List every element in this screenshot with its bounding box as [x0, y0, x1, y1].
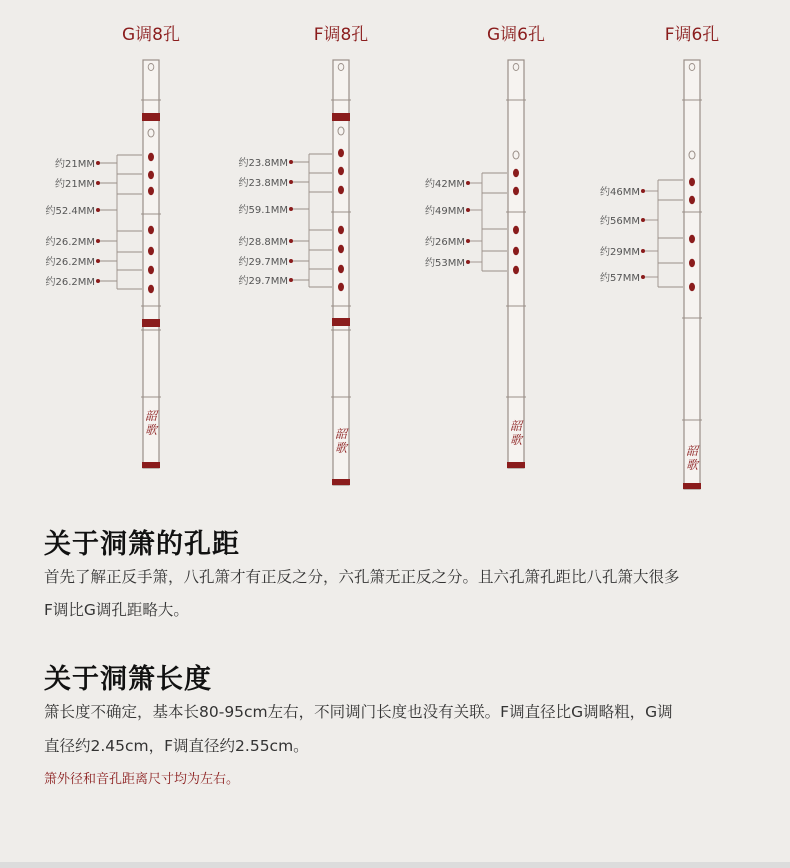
section-heading-hole-spacing: 关于洞箫的孔距 — [44, 529, 240, 560]
finger-hole — [338, 265, 344, 273]
hole-distance-label: 约59.1MM — [238, 205, 288, 216]
flute-body — [684, 60, 700, 489]
hole-distance-label: 约29MM — [600, 247, 640, 258]
hole-distance-label: 约57MM — [600, 273, 640, 284]
label-dot — [96, 181, 100, 185]
signature-char: 歌 — [144, 423, 158, 437]
label-dot — [641, 249, 645, 253]
finger-hole — [689, 178, 695, 186]
finger-hole — [513, 226, 519, 234]
label-dot — [641, 218, 645, 222]
finger-hole — [689, 235, 695, 243]
label-dot — [96, 239, 100, 243]
flute-title: G调6孔 — [487, 25, 545, 45]
label-dot — [641, 189, 645, 193]
decor-band — [142, 319, 160, 327]
label-dot — [466, 181, 470, 185]
hole-distance-label: 约52.4MM — [45, 206, 95, 217]
flute-title: G调8孔 — [122, 25, 180, 45]
label-dot — [289, 180, 293, 184]
finger-hole — [148, 285, 154, 293]
hole-distance-label: 约23.8MM — [238, 178, 288, 189]
finger-hole — [338, 167, 344, 175]
hole-distance-label: 约28.8MM — [238, 237, 288, 248]
flute-title: F调6孔 — [664, 25, 720, 45]
finger-hole — [338, 283, 344, 291]
finger-hole — [148, 153, 154, 161]
end-band — [332, 479, 350, 485]
label-dot — [466, 239, 470, 243]
signature-char: 韶 — [144, 409, 158, 423]
finger-hole — [338, 149, 344, 157]
end-band — [142, 462, 160, 468]
finger-hole — [513, 266, 519, 274]
label-dot — [289, 207, 293, 211]
finger-hole — [148, 247, 154, 255]
hole-distance-label: 约46MM — [600, 187, 640, 198]
length-text-line2: 直径约2.45cm，F调直径约2.55cm。 — [44, 737, 309, 755]
finger-hole — [689, 196, 695, 204]
hole-distance-label: 约53MM — [425, 258, 465, 269]
size-note: 箫外径和音孔距离尺寸均为左右。 — [44, 772, 240, 787]
finger-hole — [513, 169, 519, 177]
signature-char: 歌 — [509, 433, 523, 447]
label-dot — [466, 260, 470, 264]
signature-char: 歌 — [685, 458, 699, 472]
label-dot — [466, 208, 470, 212]
finger-hole — [338, 186, 344, 194]
label-dot — [96, 279, 100, 283]
hole-distance-label: 约26.2MM — [45, 257, 95, 268]
flute-body — [508, 60, 524, 468]
label-dot — [289, 278, 293, 282]
label-dot — [96, 161, 100, 165]
hole-distance-label: 约21MM — [55, 179, 95, 190]
decor-band — [332, 318, 350, 326]
decor-band — [332, 113, 350, 121]
hole-distance-label: 约56MM — [600, 216, 640, 227]
decor-band — [142, 113, 160, 121]
hole-spacing-text-line2: F调比G调孔距略大。 — [44, 601, 189, 619]
hole-distance-label: 约21MM — [55, 159, 95, 170]
finger-hole — [148, 226, 154, 234]
end-band — [507, 462, 525, 468]
bottom-divider — [0, 862, 790, 868]
finger-hole — [148, 171, 154, 179]
finger-hole — [513, 187, 519, 195]
finger-hole — [689, 283, 695, 291]
finger-hole — [513, 247, 519, 255]
finger-hole — [338, 226, 344, 234]
hole-distance-label: 约26.2MM — [45, 237, 95, 248]
length-text-line1: 箫长度不确定，基本长80-95cm左右，不同调门长度也没有关联。F调直径比G调略粗，G调 — [44, 703, 673, 721]
signature-char: 韶 — [334, 427, 348, 441]
label-dot — [641, 275, 645, 279]
finger-hole — [148, 266, 154, 274]
signature-char: 歌 — [334, 441, 348, 455]
label-dot — [289, 160, 293, 164]
flute-title: F调8孔 — [313, 25, 369, 45]
finger-hole — [689, 259, 695, 267]
flute-body — [143, 60, 159, 468]
signature-char: 韶 — [509, 419, 523, 433]
signature-char: 韶 — [685, 444, 699, 458]
hole-distance-label: 约29.7MM — [238, 257, 288, 268]
hole-distance-label: 约49MM — [425, 206, 465, 217]
hole-distance-label: 约42MM — [425, 179, 465, 190]
label-dot — [289, 239, 293, 243]
label-dot — [96, 208, 100, 212]
finger-hole — [148, 187, 154, 195]
hole-spacing-text-line1: 首先了解正反手箫，八孔箫才有正反之分，六孔箫无正反之分。且六孔箫孔距比八孔箫大很多 — [44, 568, 680, 586]
finger-hole — [338, 245, 344, 253]
hole-distance-label: 约29.7MM — [238, 276, 288, 287]
label-dot — [289, 259, 293, 263]
label-dot — [96, 259, 100, 263]
hole-distance-label: 约26.2MM — [45, 277, 95, 288]
section-heading-length: 关于洞箫长度 — [44, 664, 212, 695]
hole-distance-label: 约23.8MM — [238, 158, 288, 169]
end-band — [683, 483, 701, 489]
hole-distance-label: 约26MM — [425, 237, 465, 248]
